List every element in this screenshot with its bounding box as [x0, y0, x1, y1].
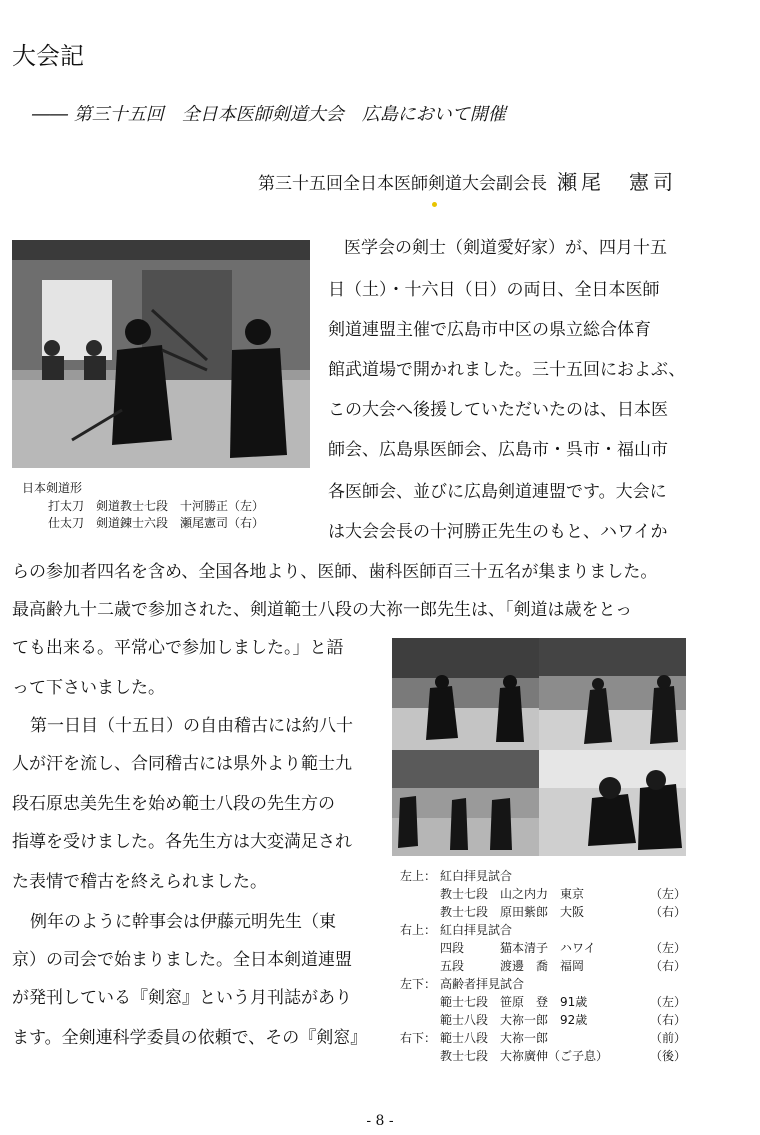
body-line: って下さいました。	[12, 678, 165, 698]
article-subtitle: ―― 第三十五回 全日本医師剣道大会 広島において開催	[32, 104, 506, 125]
photo-kendo-kata	[12, 240, 310, 468]
kendo-kata-image	[12, 240, 310, 468]
body-line: 京）の司会で始まりました。全日本剣道連盟	[12, 950, 352, 970]
caption-right-pos: 左下：	[400, 977, 437, 991]
body-line: は大会会長の十河勝正先生のもと、ハワイか	[328, 522, 668, 542]
body-line: 日（土）・十六日（日）の両日、全日本医師	[328, 280, 660, 300]
caption-right-text: 四段 猫本清子 ハワイ	[440, 941, 596, 955]
caption-right-text: 教士七段 山之内力 東京	[440, 887, 585, 901]
caption-right-text: 紅白拝見試合	[440, 923, 513, 937]
caption-left-line: 仕太刀 剣道錬士六段 瀬尾憲司（右）	[48, 516, 265, 530]
caption-right-text: 高齢者拝見試合	[440, 977, 525, 991]
caption-right-side: （後）	[650, 1049, 687, 1063]
section-heading: 大会記	[12, 42, 84, 70]
caption-right-pos: 右上：	[400, 923, 437, 937]
author-line	[258, 166, 677, 195]
body-line: 師会、広島県医師会、広島市・呉市・福山市	[328, 440, 668, 460]
caption-right-side: （右）	[650, 905, 687, 919]
body-line: 各医師会、並びに広島剣道連盟です。大会に	[328, 482, 667, 502]
caption-right-text: 紅白拝見試合	[440, 869, 513, 883]
body-line: 最高齢九十二歳で参加された、剣道範士八段の大祢一郎先生は、「剣道は歳をとっ	[12, 600, 633, 620]
body-line: ても出来る。平常心で参加しました。」と語	[12, 638, 344, 658]
body-line: が発刊している『剣窓』という月刊誌があり	[12, 988, 352, 1008]
match-collage-image	[392, 638, 686, 856]
caption-right-side: （右）	[650, 959, 687, 973]
caption-right-text: 五段 渡邊 喬 福岡	[440, 959, 585, 973]
author-title: 第三十五回全日本医師剣道大会副会長	[258, 174, 547, 194]
caption-right-text: 教士七段 大祢廣伸（ご子息）	[440, 1049, 609, 1063]
caption-right-side: （左）	[650, 995, 687, 1009]
caption-right-pos: 右下：	[400, 1031, 437, 1045]
decorative-dot	[432, 202, 437, 207]
body-line: 指導を受けました。各先生方は大変満足され	[12, 832, 352, 852]
body-line: 剣道連盟主催で広島市中区の県立総合体育	[328, 320, 651, 340]
caption-right-side: （前）	[650, 1031, 687, 1045]
body-line: 例年のように幹事会は伊藤元明先生（東	[30, 912, 336, 932]
caption-right-side: （左）	[650, 941, 687, 955]
body-line: 第一日目（十五日）の自由稽古には約八十	[30, 716, 353, 736]
body-line: 医学会の剣士（剣道愛好家）が、四月十五	[344, 238, 667, 258]
body-line: 段石原忠美先生を始め範士八段の先生方の	[12, 794, 335, 814]
body-line: 館武道場で開かれました。三十五回におよぶ、	[328, 360, 686, 380]
caption-right-text: 範士七段 笹原 登 91歳	[440, 995, 588, 1009]
caption-right-text: 教士七段 原田紫郎 大阪	[440, 905, 585, 919]
caption-right-pos: 左上：	[400, 869, 437, 883]
author-name: 瀬尾 憲司	[557, 170, 677, 194]
photo-collage	[392, 638, 686, 856]
caption-left-line: 打太刀 剣道教士七段 十河勝正（左）	[48, 499, 265, 513]
body-line: らの参加者四名を含め、全国各地より、医師、歯科医師百三十五名が集まりました。	[12, 562, 658, 582]
body-line: この大会へ後援していただいたのは、日本医	[328, 400, 668, 420]
page-number: - 8 -	[366, 1113, 394, 1129]
caption-right-text: 範士八段 大祢一郎 92歳	[440, 1013, 588, 1027]
caption-right-side: （右）	[650, 1013, 687, 1027]
caption-right-side: （左）	[650, 887, 687, 901]
caption-right-text: 範士八段 大祢一郎	[440, 1031, 549, 1045]
body-line: 人が汗を流し、合同稽古には県外より範士九	[12, 754, 352, 774]
caption-left-title: 日本剣道形	[22, 481, 83, 495]
body-line: た表情で稽古を終えられました。	[12, 872, 267, 892]
body-line: ます。全剣連科学委員の依頼で、その『剣窓』	[12, 1028, 368, 1048]
